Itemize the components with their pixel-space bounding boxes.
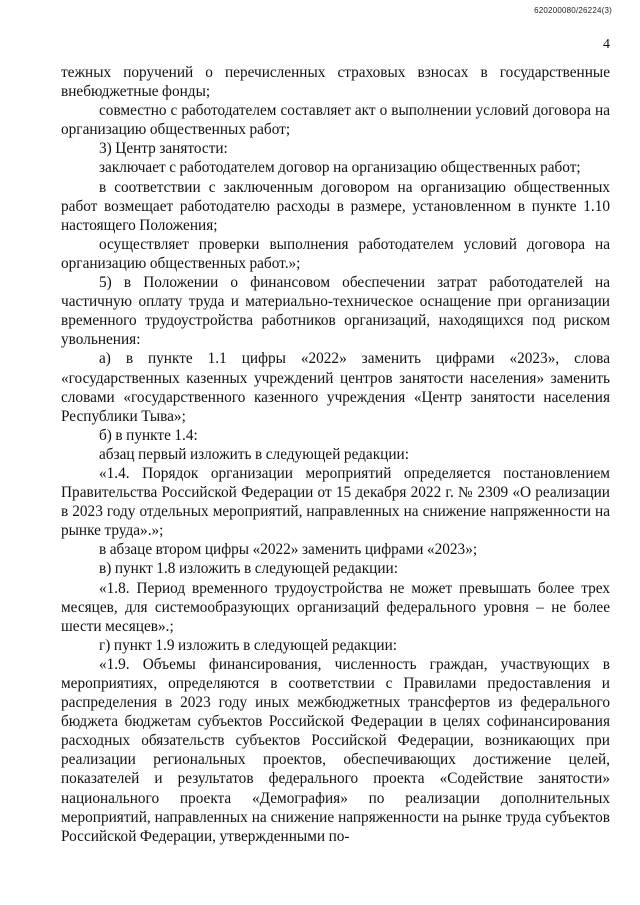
- document-code: 620200080/26224(3): [534, 6, 612, 15]
- paragraph: совместно с работодателем составляет акт о выполнении условий договора на организацию общественных работ;: [61, 102, 610, 139]
- paragraph: абзац первый изложить в следующей редакции:: [99, 445, 409, 463]
- paragraph: тежных поручений о перечисленных страховых взносах в государственные внебюджетные фонды;: [61, 64, 610, 101]
- paragraph: в) пункт 1.8 изложить в следующей редакции:: [99, 560, 398, 578]
- paragraph: заключает с работодателем договор на организацию общественных работ;: [99, 159, 581, 177]
- paragraph: осуществляет проверки выполнения работодателем условий договора на организацию общественных работ.»;: [61, 235, 610, 272]
- paragraph: 5) в Положении о финансовом обеспечении затрат работодателей на частичную оплату труда и материально-техническое оснащение при организации временного трудоустройства работников организаций, находящихся под риском увольнения:: [61, 274, 610, 349]
- paragraph: 3) Центр занятости:: [99, 140, 228, 158]
- paragraph: «1.4. Порядок организации мероприятий определяется постановлением Правительства Российской Федерации от 15 декабря 2022 г. № 2309 «О реализации в 2023 году отдельных мероприятий, направленных на снижение напряженности на рынке труда».»;: [61, 464, 610, 540]
- page-number: 4: [603, 37, 610, 52]
- document-body: [61, 63, 610, 846]
- paragraph: б) в пункте 1.4:: [99, 426, 198, 444]
- paragraph: «1.8. Период временного трудоустройства не может превышать более трех месяцев, для системообразующих организаций федерального уровня – не более шести месяцев».;: [61, 579, 610, 635]
- paragraph: а) в пункте 1.1 цифры «2022» заменить цифрами «2023», слова «государственных казенных учреждений центров занятости населения» заменить словами «государственного казенного учреждения «Центр занятости населения Республики Тыва»;: [61, 350, 610, 425]
- paragraph: «1.9. Объемы финансирования, численность граждан, участвующих в мероприятиях, определяются в соответствии с Правилами предоставления и распределения в 2023 году иных межбюджетных трансфертов из федерального бюджета бюджетам субъектов Российской Федерации в целях софинансирования расходных обязательств субъектов Российской Федерации, возникающих при реализации региональных проектов, обеспечивающих достижение целей, показателей и результатов федерального проекта «Содействие занятости» национального проекта «Демография» по реализации дополнительных мероприятий, направленных на снижение напряженности на рынке труда субъектов Российской Федерации, утвержденными по-: [61, 655, 610, 845]
- paragraph: г) пункт 1.9 изложить в следующей редакции:: [99, 636, 398, 654]
- paragraph: в соответствии с заключенным договором на организацию общественных работ возмещает работодателю расходы в размере, установленном в пункте 1.10 настоящего Положения;: [61, 178, 610, 234]
- paragraph: в абзаце втором цифры «2022» заменить цифрами «2023»;: [99, 541, 478, 559]
